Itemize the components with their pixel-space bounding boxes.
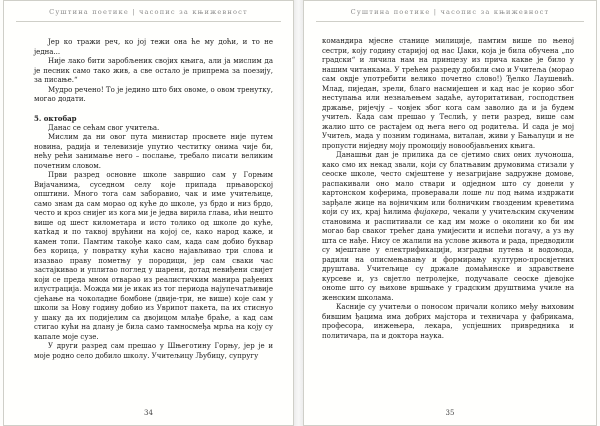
page-number-left: 34 bbox=[144, 409, 153, 417]
paragraph: У други разред сам прешао у Шњеготину Горњу, јер је и моје родно село добило школу. Учитељицу Љубицу, супругу bbox=[34, 342, 273, 360]
paragraph: Јер ко тражи реч, ко јој тежи она ће му доћи, и то не једна... bbox=[34, 38, 273, 56]
paragraph: Касније су учитељи о поносом причали колико међу њиховим бившим ђацима има добрих мајстора и техничара у фабрикама, професора, инжењера, лекара, успјешних привредника и политичара, па и доктора наука. bbox=[322, 303, 574, 340]
paragraph: Није лако бити заробљеник својих књига, али ја мислим да је песник само тако жив, а све остало је припрема за поезију, за писање.“ bbox=[34, 57, 273, 84]
header-rule-right bbox=[316, 21, 584, 22]
paragraph bbox=[322, 151, 574, 303]
paragraph: Први разред основне школе завршио сам у Горњим Вијачанима, суседном селу које припада прњаворској општини. Много тога сам заборавио, чак и име учитељице, само знам да сам морао од куће до школе, уз брдо и низ брдо, често и кроз снијег из кога ми је једва вирила глава, ићи нешто више од шест километара и исто толико од школе до куће, катkад и по таквој врућини на којој се, како народ каже, и камен топи. Памтим такође како сам, када сам добио буквар без корица, у повратку кући касно најављивао три слова и изазвао праву пометњу у породици, јер сам сваки час застајкивао и уплитао поглед у шарени, дотад невиђени свијет који се преда мном отварао из реалистичким манира рађених илустрација. Можда ми је икак из тог периода најупечатљивије сјећање на чоколадне бомбоне (двије-три, не више) које сам у школи за Нову годину добио из Уврипот пакета, па их стиснуо у шаку да их подијелим са двојицом млађе браће, а кад сам стигао кући на длану је била само тамносмеђа мрља на коју су капале моје сузе. bbox=[34, 171, 273, 341]
paragraph: Мудро речено! То је једино што бих овоме, о овом тренутку, могао додати. bbox=[34, 85, 273, 103]
left-page bbox=[3, 0, 294, 426]
running-head-left: Суштина поетике | часопис за књижевност bbox=[49, 8, 248, 16]
paragraph: командира мјесне станице милиције, памтим више по њеној сестри, коју годину старијој од нас Џаки, која је била обучена „по градски“ и личила нам на принцезу из прича какве је било у нашим читанкама. У трећем разреду добили смо и Учитеља (морао сам овдје употребити велико почетно слово!) Ђелко Лаушевић. Млад, пиједан, зрели, благо насмијешен и кад нас је корио због неступања или незнаљењем задаће, ауторитативан, господствен држање, ријечју – човјек због кога сам заволио да и ја будем учитељ. Када сам прешао у Теслић, у пети разред, више сам жалио што се растајем од њега него од родитеља. И сада је мој Учитељ, мада у позним годинама, виталан, живи у Бањалуци и не пропусти ниједну моју промоцију новообјављених књига. bbox=[322, 37, 574, 150]
gutter bbox=[294, 0, 303, 426]
emphasis: фијакера bbox=[414, 208, 448, 216]
right-page bbox=[303, 0, 597, 426]
running-head-right: Суштина поетике | часопис за књижевност bbox=[350, 8, 550, 16]
left-page-text bbox=[34, 38, 273, 361]
right-page-text bbox=[322, 37, 574, 341]
text-run: под њима издржати зарђале жице на војничким или болничким гвозденим креветима који су их, крај ћилима bbox=[322, 189, 574, 216]
section-heading: 5. октобар bbox=[34, 114, 77, 123]
header-rule-left bbox=[16, 21, 281, 22]
page-number-right: 35 bbox=[445, 409, 455, 417]
text-run: Данашњи дан је прилика да се сјетимо свих оних лучоноша, како смо их некад звали, који су блатњавим друмовима стизали у сеоске школе, често смјештене у незагријане задружне домове, распакивали оно мало ствари и одједном што су донели у картонском коферима, проверавали лоше bbox=[322, 151, 574, 197]
paragraph: Данас се сећам свог учитеља. bbox=[48, 123, 160, 132]
emphasis: пи bbox=[484, 189, 495, 197]
text-run: , чекали у учитељским скученим становима и распитивали се кад им може о околини ко би им могао бар сваког трећег дана умијесити и испећи погачу, а уз њу шта се нађе. Нису се жалили на услове живота и рада, предводили су мјештане у електрификацији, изградњи путева и водовода, радили на описмењавању и формирању културно-просвјетних друштава. Учитељице су држале домаћинске и здравствене курсеве и, уз свјетло петролејке, подучавале сеоске дјевојке онome што су њихове вршњакe у градским друштвима училе на женским школама. bbox=[322, 208, 574, 302]
paragraph: Мислим да ни овог пута министар просвете није путем новина, радија и телевизије упутио честитку онима чије би, нећу рећи занимање него – послање, требало писати великим почетним словом. bbox=[34, 133, 273, 170]
